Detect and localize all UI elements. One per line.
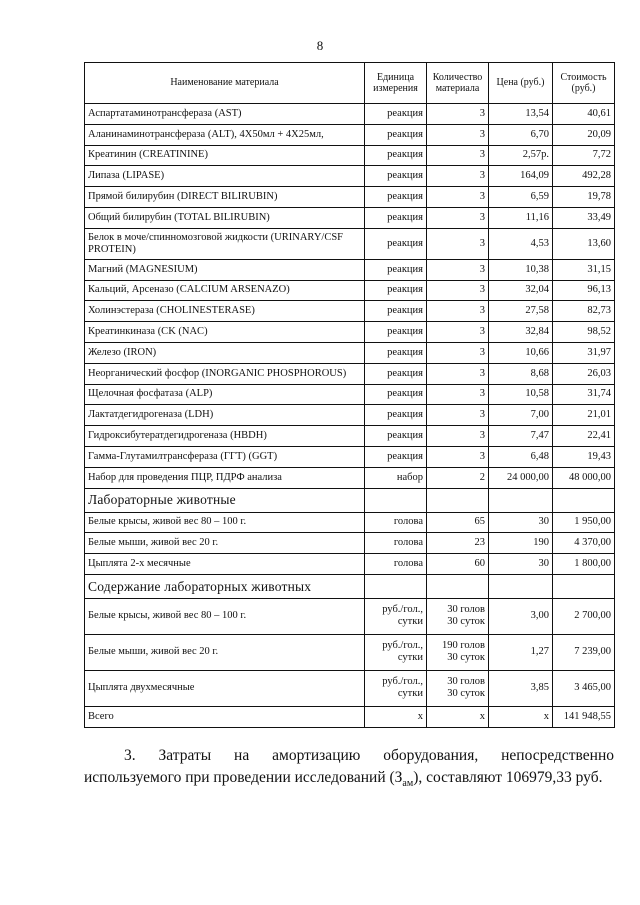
material-price: 10,66 <box>489 342 553 363</box>
empty-cell <box>553 488 615 512</box>
material-name: Лактатдегидрогеназа (LDH) <box>85 405 365 426</box>
material-qty: 3 <box>427 228 489 259</box>
material-qty: 3 <box>427 207 489 228</box>
table-row <box>85 446 615 467</box>
section-title-animals: Лабораторные животные <box>85 488 365 512</box>
table-row <box>85 512 615 533</box>
table-row <box>85 670 615 706</box>
paragraph-text-end: ), составляют 106979,33 руб. <box>413 769 603 786</box>
animals-body <box>85 512 615 574</box>
animal-name: Цыплята 2-х месячные <box>85 554 365 575</box>
table-row <box>85 207 615 228</box>
material-unit: реакция <box>365 187 427 208</box>
material-qty: 3 <box>427 405 489 426</box>
material-cost: 19,43 <box>553 446 615 467</box>
keeping-cost: 7 239,00 <box>553 634 615 670</box>
table-row <box>85 259 615 280</box>
material-cost: 13,60 <box>553 228 615 259</box>
material-name: Гидроксибутератдегидрогеназа (HBDH) <box>85 426 365 447</box>
keeping-unit-line: сутки <box>397 652 423 664</box>
header-cost: Стоимость (руб.) <box>553 63 615 104</box>
material-price: 6,70 <box>489 124 553 145</box>
material-unit: реакция <box>365 145 427 166</box>
table-row <box>85 405 615 426</box>
material-name: Набор для проведения ПЦР, ПДРФ анализа <box>85 467 365 488</box>
material-cost: 21,01 <box>553 405 615 426</box>
keeping-qty-line: 30 голов <box>447 604 485 616</box>
keeping-qty-line: 30 суток <box>447 688 485 700</box>
keeping-cost: 3 465,00 <box>553 670 615 706</box>
material-name: Аланинаминотрансфераза (ALT), 4X50мл + 4X25мл, <box>85 124 365 145</box>
keeping-qty-line: 190 голов <box>442 640 485 652</box>
table-row <box>85 467 615 488</box>
material-cost: 26,03 <box>553 363 615 384</box>
keeping-cost: 2 700,00 <box>553 598 615 634</box>
material-price: 4,53 <box>489 228 553 259</box>
material-qty: 2 <box>427 467 489 488</box>
header-name: Наименование материала <box>85 63 365 104</box>
animal-cost: 1 800,00 <box>553 554 615 575</box>
material-name: Кальций, Арсеназо (CALCIUM ARSENAZO) <box>85 280 365 301</box>
material-qty: 3 <box>427 187 489 208</box>
material-cost: 22,41 <box>553 426 615 447</box>
table-row <box>85 166 615 187</box>
material-name: Неорганический фосфор (INORGANIC PHOSPHOROUS) <box>85 363 365 384</box>
paragraph-subscript: ам <box>402 778 414 790</box>
keeping-qty <box>427 670 489 706</box>
empty-cell <box>427 488 489 512</box>
material-unit: реакция <box>365 446 427 467</box>
total-price: х <box>489 706 553 727</box>
keeping-section <box>85 574 615 598</box>
animal-unit: голова <box>365 554 427 575</box>
material-qty: 3 <box>427 363 489 384</box>
material-price: 10,38 <box>489 259 553 280</box>
section-title-keeping: Содержание лабораторных животных <box>85 574 365 598</box>
animal-price: 190 <box>489 533 553 554</box>
empty-cell <box>553 574 615 598</box>
material-name: Креатинин (CREATININE) <box>85 145 365 166</box>
animal-cost: 1 950,00 <box>553 512 615 533</box>
material-cost: 20,09 <box>553 124 615 145</box>
material-price: 32,84 <box>489 322 553 343</box>
material-cost: 7,72 <box>553 145 615 166</box>
keeping-price: 3,85 <box>489 670 553 706</box>
animal-price: 30 <box>489 554 553 575</box>
material-qty: 3 <box>427 124 489 145</box>
header-price: Цена (руб.) <box>489 63 553 104</box>
material-unit: реакция <box>365 405 427 426</box>
table-row <box>85 533 615 554</box>
keeping-name: Белые мыши, живой вес 20 г. <box>85 634 365 670</box>
table-row <box>85 301 615 322</box>
empty-cell <box>489 574 553 598</box>
animals-section <box>85 488 615 512</box>
section-row <box>85 574 615 598</box>
table-row <box>85 228 615 259</box>
total-cost: 141 948,55 <box>553 706 615 727</box>
material-name: Холинэстераза (CHOLINESTERASE) <box>85 301 365 322</box>
material-unit: реакция <box>365 166 427 187</box>
header-qty: Количество материала <box>427 63 489 104</box>
table-row <box>85 104 615 125</box>
material-cost: 492,28 <box>553 166 615 187</box>
animal-name: Белые крысы, живой вес 80 – 100 г. <box>85 512 365 533</box>
material-cost: 96,13 <box>553 280 615 301</box>
animal-cost: 4 370,00 <box>553 533 615 554</box>
total-unit: х <box>365 706 427 727</box>
animal-unit: голова <box>365 512 427 533</box>
material-price: 2,57р. <box>489 145 553 166</box>
keeping-unit-line: руб./гол., <box>382 640 423 652</box>
material-price: 7,00 <box>489 405 553 426</box>
animal-name: Белые мыши, живой вес 20 г. <box>85 533 365 554</box>
amortization-paragraph <box>84 745 614 791</box>
material-cost: 48 000,00 <box>553 467 615 488</box>
paragraph-number: 3. <box>124 747 136 764</box>
keeping-qty-line: 30 голов <box>447 676 485 688</box>
material-unit: реакция <box>365 301 427 322</box>
animal-unit: голова <box>365 533 427 554</box>
material-name: Белок в моче/спинномозговой жидкости (URINARY/CSF PROTEIN) <box>85 228 365 259</box>
material-price: 8,68 <box>489 363 553 384</box>
material-qty: 3 <box>427 166 489 187</box>
materials-body <box>85 104 615 489</box>
table-row <box>85 342 615 363</box>
table-row <box>85 598 615 634</box>
total-row <box>85 706 615 727</box>
material-name: Прямой билирубин (DIRECT BILIRUBIN) <box>85 187 365 208</box>
keeping-qty-line: 30 суток <box>447 616 485 628</box>
material-unit: реакция <box>365 104 427 125</box>
material-price: 24 000,00 <box>489 467 553 488</box>
material-unit: реакция <box>365 322 427 343</box>
material-unit: реакция <box>365 280 427 301</box>
empty-cell <box>489 488 553 512</box>
material-name: Липаза (LIPASE) <box>85 166 365 187</box>
table-header-row <box>85 63 615 104</box>
material-name: Щелочная фосфатаза (ALP) <box>85 384 365 405</box>
table-row <box>85 187 615 208</box>
table-row <box>85 426 615 447</box>
empty-cell <box>365 574 427 598</box>
table-row <box>85 145 615 166</box>
material-price: 27,58 <box>489 301 553 322</box>
material-name: Магний (MAGNESIUM) <box>85 259 365 280</box>
material-name: Железо (IRON) <box>85 342 365 363</box>
keeping-name: Цыплята двухмесячные <box>85 670 365 706</box>
material-cost: 31,97 <box>553 342 615 363</box>
keeping-unit-line: руб./гол., <box>382 604 423 616</box>
keeping-qty <box>427 634 489 670</box>
material-name: Гамма-Глутамилтрансфераза (ГГТ) (GGT) <box>85 446 365 467</box>
empty-cell <box>427 574 489 598</box>
empty-cell <box>365 488 427 512</box>
table-row <box>85 384 615 405</box>
material-unit: реакция <box>365 384 427 405</box>
material-unit: реакция <box>365 342 427 363</box>
material-qty: 3 <box>427 426 489 447</box>
material-qty: 3 <box>427 322 489 343</box>
materials-cost-table <box>84 62 615 728</box>
header-unit: Единица измерения <box>365 63 427 104</box>
keeping-unit <box>365 670 427 706</box>
material-price: 10,58 <box>489 384 553 405</box>
keeping-unit-line: сутки <box>397 616 423 628</box>
material-unit: реакция <box>365 426 427 447</box>
material-qty: 3 <box>427 145 489 166</box>
material-price: 164,09 <box>489 166 553 187</box>
keeping-qty-line: 30 суток <box>447 652 485 664</box>
keeping-unit <box>365 634 427 670</box>
table-row <box>85 363 615 384</box>
material-unit: реакция <box>365 259 427 280</box>
keeping-unit-line: сутки <box>397 688 423 700</box>
material-cost: 33,49 <box>553 207 615 228</box>
material-price: 6,48 <box>489 446 553 467</box>
material-name: Аспартатаминотрансфераза (AST) <box>85 104 365 125</box>
keeping-price: 3,00 <box>489 598 553 634</box>
material-qty: 3 <box>427 301 489 322</box>
total-qty: х <box>427 706 489 727</box>
paragraph-text: Затраты на амортизацию оборудования, непосредственно используемого при проведении исследований (З <box>84 747 614 786</box>
keeping-price: 1,27 <box>489 634 553 670</box>
animal-price: 30 <box>489 512 553 533</box>
material-cost: 40,61 <box>553 104 615 125</box>
material-qty: 3 <box>427 259 489 280</box>
material-qty: 3 <box>427 446 489 467</box>
material-cost: 31,74 <box>553 384 615 405</box>
material-cost: 31,15 <box>553 259 615 280</box>
material-unit: реакция <box>365 124 427 145</box>
material-name: Креатинкиназа (CK (NAC) <box>85 322 365 343</box>
material-cost: 82,73 <box>553 301 615 322</box>
animal-qty: 65 <box>427 512 489 533</box>
animal-qty: 23 <box>427 533 489 554</box>
material-price: 13,54 <box>489 104 553 125</box>
material-cost: 19,78 <box>553 187 615 208</box>
material-unit: реакция <box>365 228 427 259</box>
material-name: Общий билирубин (TOTAL BILIRUBIN) <box>85 207 365 228</box>
material-unit: реакция <box>365 207 427 228</box>
keeping-unit-line: руб./гол., <box>382 676 423 688</box>
material-price: 6,59 <box>489 187 553 208</box>
material-qty: 3 <box>427 384 489 405</box>
keeping-unit <box>365 598 427 634</box>
table-row <box>85 124 615 145</box>
material-price: 7,47 <box>489 426 553 447</box>
material-cost: 98,52 <box>553 322 615 343</box>
animal-qty: 60 <box>427 554 489 575</box>
page-number: 8 <box>316 38 324 53</box>
table-row <box>85 554 615 575</box>
keeping-body <box>85 598 615 706</box>
material-qty: 3 <box>427 280 489 301</box>
material-unit: реакция <box>365 363 427 384</box>
material-qty: 3 <box>427 342 489 363</box>
keeping-name: Белые крысы, живой вес 80 – 100 г. <box>85 598 365 634</box>
material-unit: набор <box>365 467 427 488</box>
total-label: Всего <box>85 706 365 727</box>
table-row <box>85 634 615 670</box>
material-price: 32,04 <box>489 280 553 301</box>
table-row <box>85 322 615 343</box>
material-price: 11,16 <box>489 207 553 228</box>
section-row <box>85 488 615 512</box>
material-qty: 3 <box>427 104 489 125</box>
keeping-qty <box>427 598 489 634</box>
table-row <box>85 280 615 301</box>
